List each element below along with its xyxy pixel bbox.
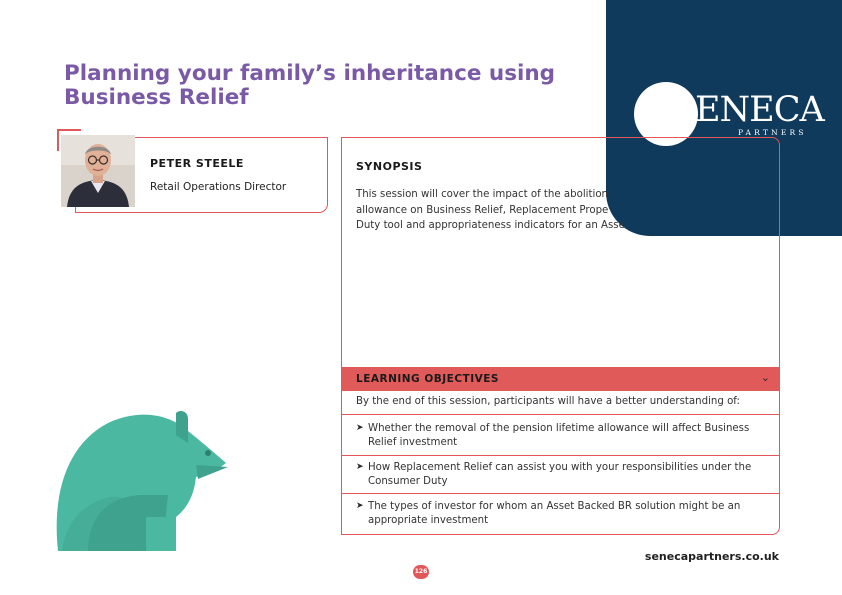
objective-item <box>356 422 776 449</box>
logo-subtext: PARTNERS <box>738 128 807 137</box>
bear-illustration <box>48 405 233 553</box>
objective-divider <box>341 455 780 456</box>
page-title-line-2: Business Relief <box>64 85 249 110</box>
learning-objectives-intro: By the end of this session, participants will have a better understanding of: <box>356 396 740 407</box>
website-link[interactable]: senecapartners.co.uk <box>644 550 779 563</box>
objective-item <box>356 461 776 488</box>
speaker-role: Retail Operations Director <box>150 181 287 193</box>
learning-objectives-header[interactable] <box>341 367 780 391</box>
synopsis-text: This session will cover the impact of the abolition allowance on Business Relief, Replacement Prope Duty tool and appropriateness indicators for an Asse <box>356 189 625 231</box>
speaker-name: PETER STEELE <box>150 157 244 170</box>
objective-divider <box>341 493 780 494</box>
objective-text: Whether the removal of the pension lifetime allowance will affect Business Relief investment <box>368 423 750 448</box>
chevron-down-icon[interactable]: ⌄ <box>760 371 770 384</box>
logo-wordmark: SENECA <box>672 90 824 130</box>
page-title <box>64 62 584 110</box>
speaker-photo <box>61 135 135 207</box>
objective-item <box>356 500 776 527</box>
objective-text: The types of investor for whom an Asset Backed BR solution might be an appropriate investment <box>368 501 741 526</box>
learning-objectives-heading: LEARNING OBJECTIVES <box>356 373 499 385</box>
objective-text: How Replacement Relief can assist you with your responsibilities under the Consumer Duty <box>368 462 752 487</box>
synopsis-heading: SYNOPSIS <box>356 160 423 173</box>
page-title-line-1: Planning your family’s inheritance using <box>64 61 556 86</box>
arrowhead-bullet-icon: ➤ <box>356 423 364 433</box>
objective-divider <box>341 414 780 415</box>
arrowhead-bullet-icon: ➤ <box>356 462 364 472</box>
arrowhead-bullet-icon: ➤ <box>356 501 364 511</box>
page-number-badge: 126 <box>413 565 429 579</box>
